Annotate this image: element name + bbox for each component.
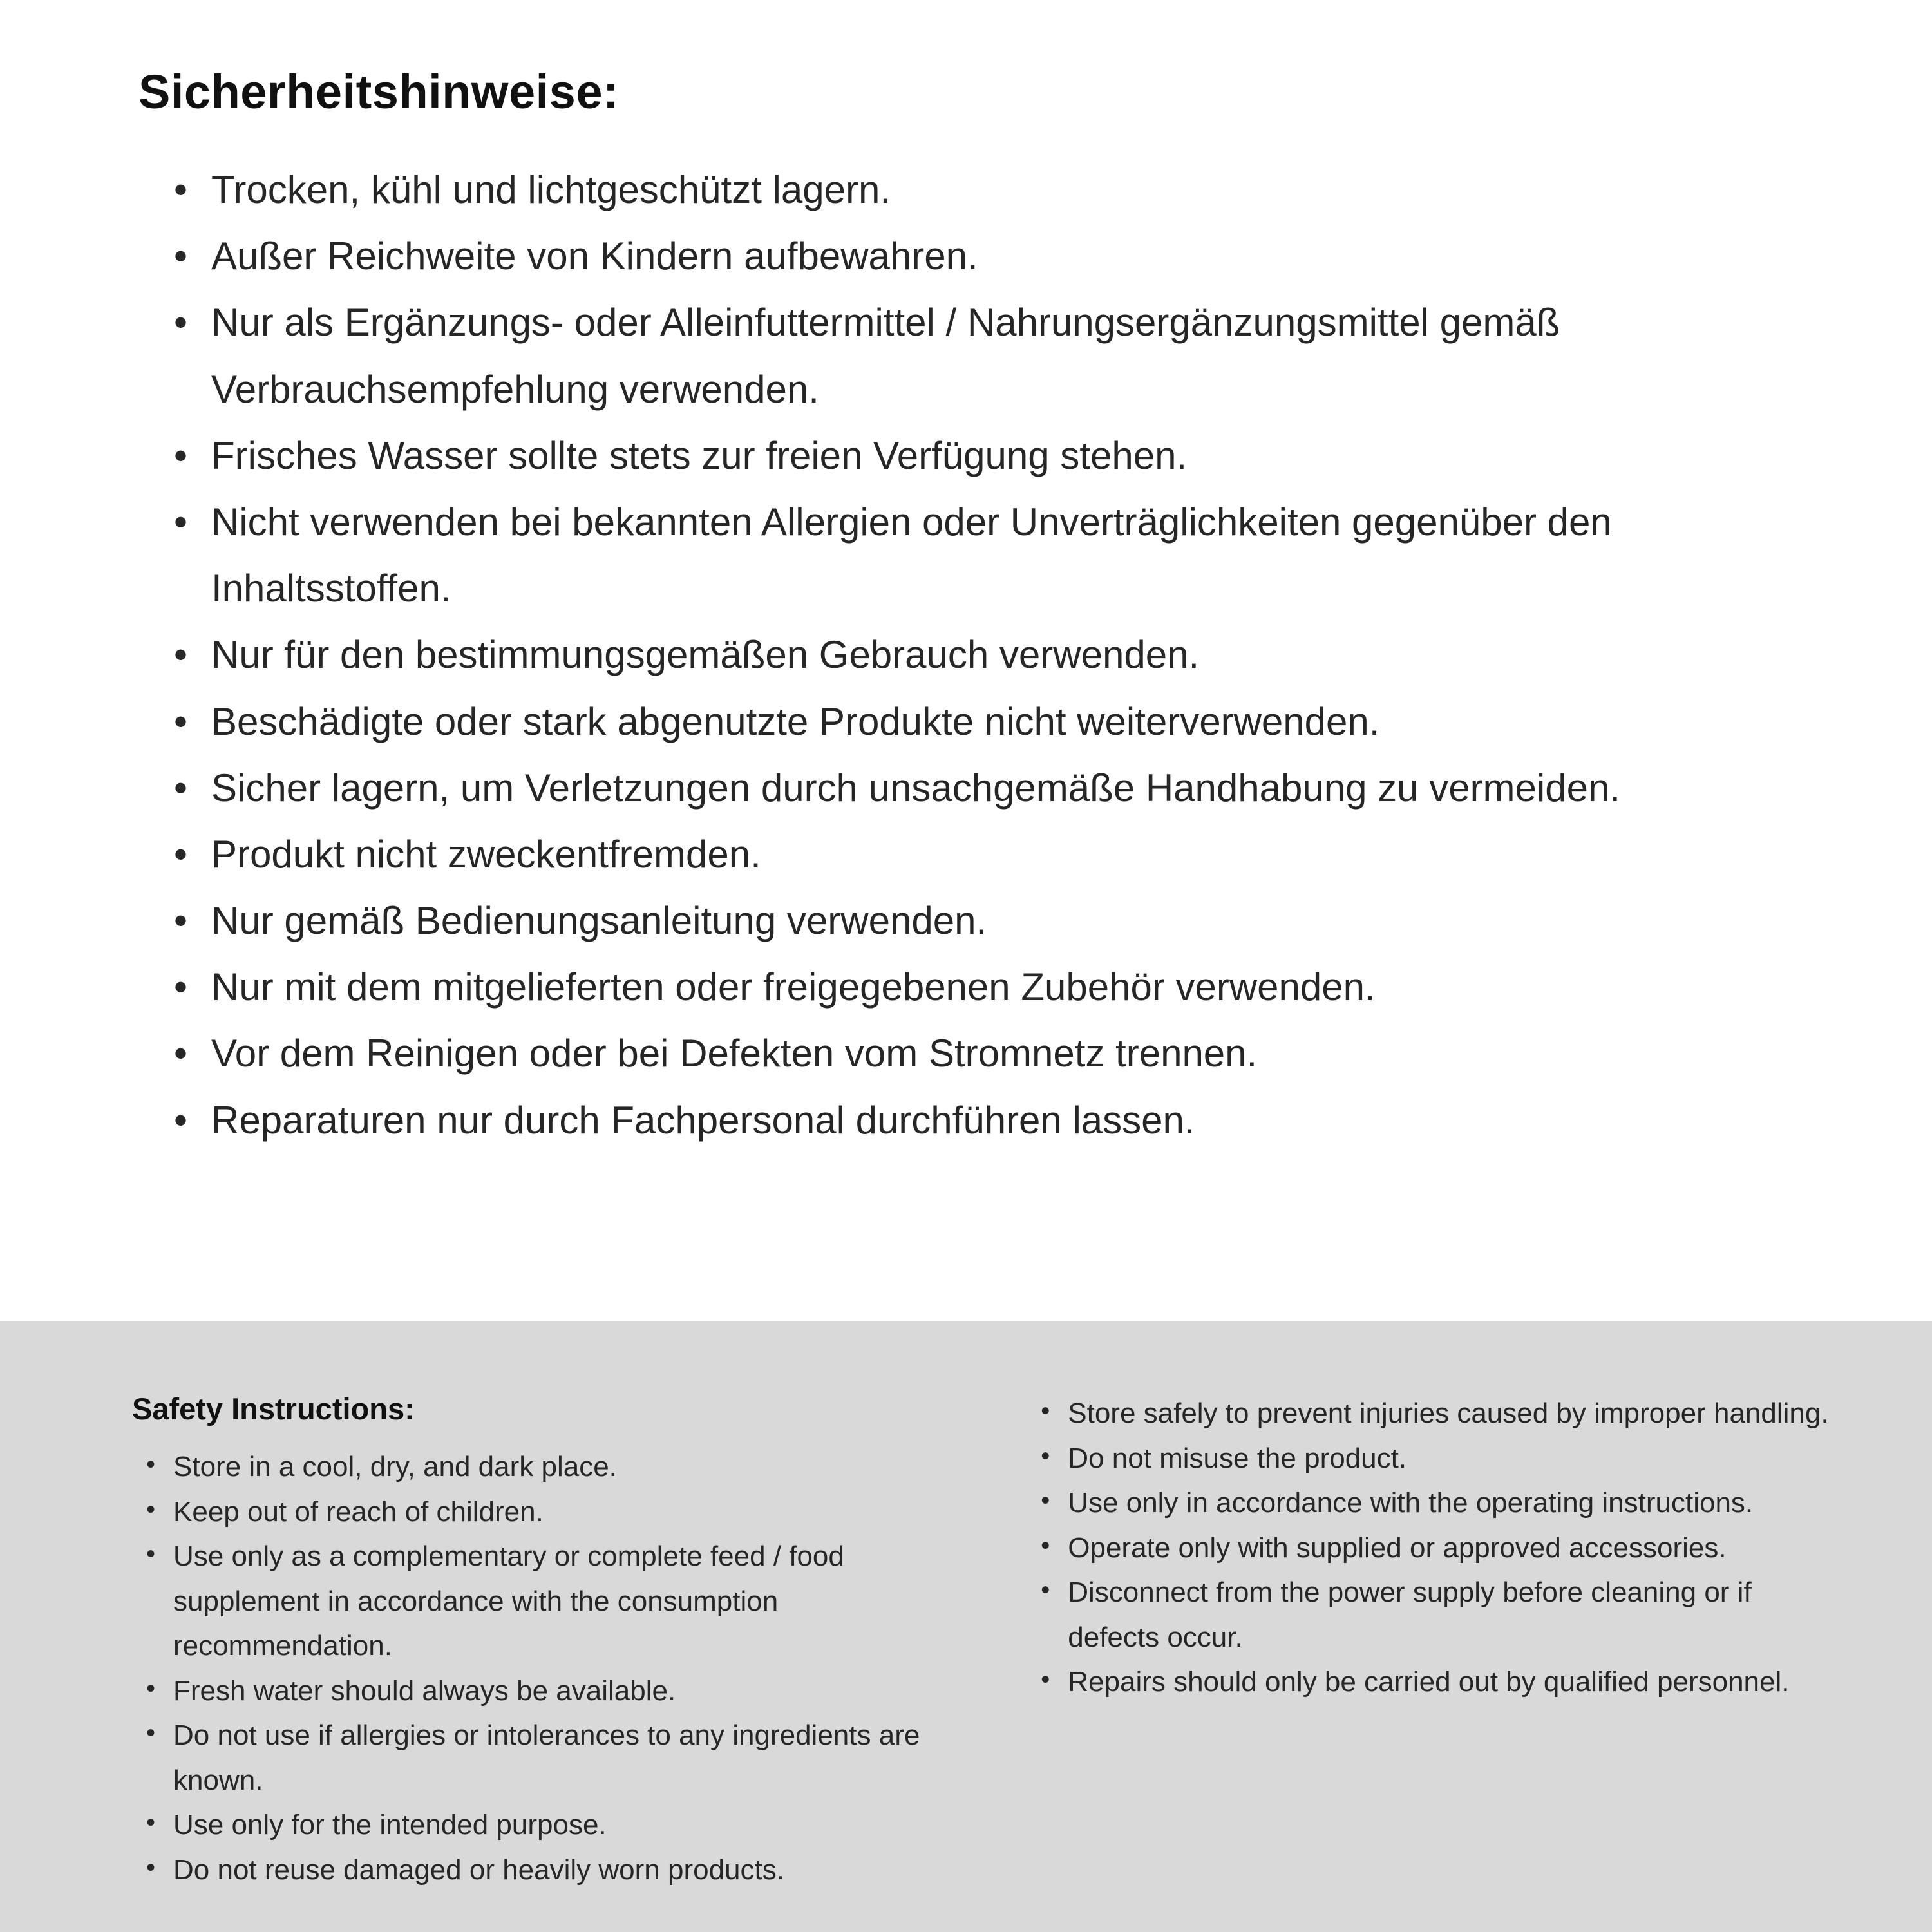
list-item: • Use only in accordance with the operating instructions. — [1041, 1481, 1842, 1526]
list-item: • Reparaturen nur durch Fachpersonal durchführen lassen. — [174, 1087, 1816, 1153]
list-item: • Repairs should only be carried out by qualified personnel. — [1041, 1660, 1842, 1705]
list-item: • Do not use if allergies or intolerances to any ingredients are known. — [146, 1713, 976, 1803]
list-item: • Do not reuse damaged or heavily worn products. — [146, 1848, 976, 1893]
list-item: • Keep out of reach of children. — [146, 1490, 976, 1535]
list-item: • Store in a cool, dry, and dark place. — [146, 1444, 976, 1490]
list-item: • Nur mit dem mitgelieferten oder freigegebenen Zubehör verwenden. — [174, 954, 1816, 1020]
list-item: • Beschädigte oder stark abgenutzte Produkte nicht weiterverwenden. — [174, 688, 1816, 755]
list-item: • Nur für den bestimmungsgemäßen Gebrauch verwenden. — [174, 621, 1816, 688]
list-item: • Nicht verwenden bei bekannten Allergien oder Unverträglichkeiten gegenüber den Inhaltsstoffen. — [174, 489, 1816, 621]
list-item: • Produkt nicht zweckentfremden. — [174, 821, 1816, 887]
english-safety-section — [0, 1321, 1932, 1932]
english-section-title: Safety Instructions: — [132, 1392, 415, 1426]
list-item: • Use only for the intended purpose. — [146, 1803, 976, 1848]
list-item: • Nur als Ergänzungs- oder Alleinfuttermittel / Nahrungsergänzungsmittel gemäß Verbrauchsempfehlung verwenden. — [174, 289, 1816, 422]
list-item: • Nur gemäß Bedienungsanleitung verwenden. — [174, 887, 1816, 954]
english-right-column — [1041, 1391, 1842, 1932]
list-item: • Store safely to prevent injuries caused by improper handling. — [1041, 1391, 1842, 1436]
list-item: • Use only as a complementary or complete feed / food supplement in accordance with the consumption recommendation. — [146, 1534, 976, 1669]
list-item: • Frisches Wasser sollte stets zur freien Verfügung stehen. — [174, 422, 1816, 489]
list-item: • Fresh water should always be available. — [146, 1669, 976, 1714]
english-safety-list-left — [132, 1444, 976, 1892]
english-safety-list-right — [1041, 1391, 1842, 1705]
list-item: • Disconnect from the power supply before cleaning or if defects occur. — [1041, 1570, 1842, 1660]
list-item: • Sicher lagern, um Verletzungen durch unsachgemäße Handhabung zu vermeiden. — [174, 755, 1816, 821]
german-safety-list — [138, 156, 1816, 1153]
list-item: • Trocken, kühl und lichtgeschützt lagern. — [174, 156, 1816, 223]
german-section-title: Sicherheitshinweise: — [138, 65, 620, 118]
list-item: • Do not misuse the product. — [1041, 1436, 1842, 1481]
english-left-column — [132, 1391, 976, 1932]
list-item: • Vor dem Reinigen oder bei Defekten vom Stromnetz trennen. — [174, 1020, 1816, 1086]
list-item: • Operate only with supplied or approved accessories. — [1041, 1526, 1842, 1571]
list-item: • Außer Reichweite von Kindern aufbewahren. — [174, 223, 1816, 289]
